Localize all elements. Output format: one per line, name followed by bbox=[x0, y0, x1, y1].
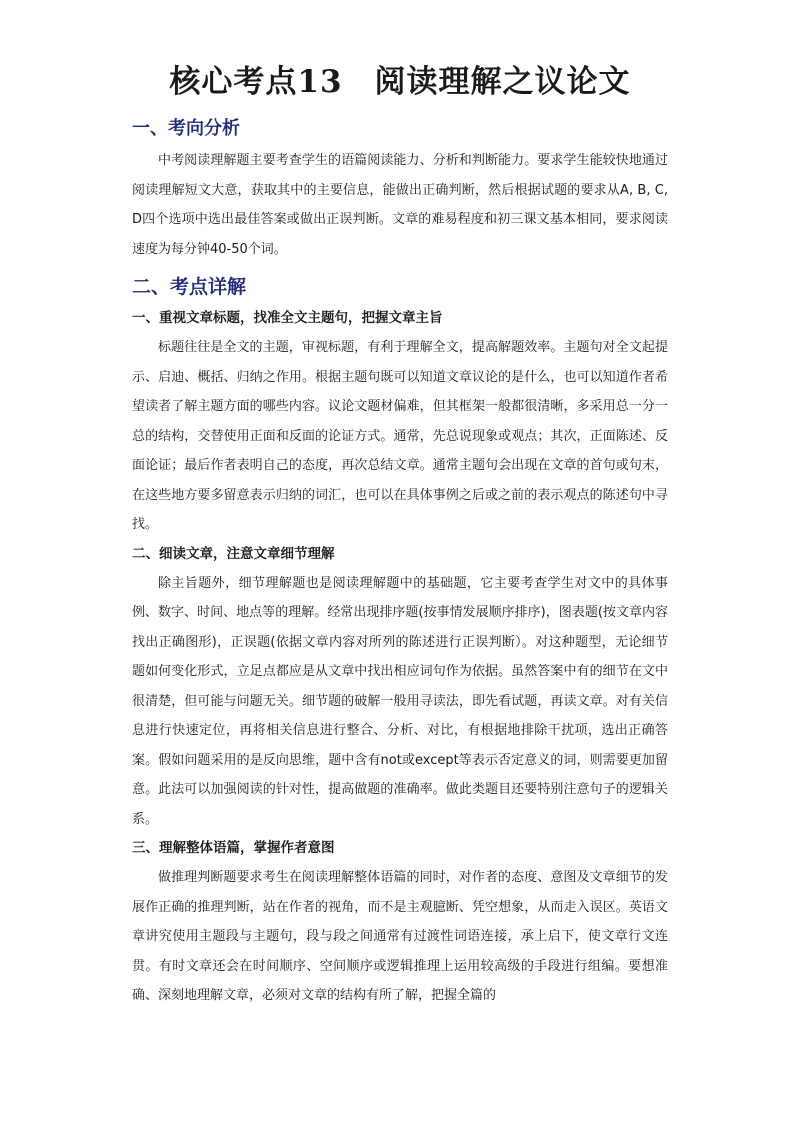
page-title: 核心考点13 阅读理解之议论文 bbox=[169, 64, 631, 100]
section-heading-analysis: 一、考向分析 bbox=[132, 118, 240, 139]
analysis-paragraph: 中考阅读理解题主要考查学生的语篇阅读能力、分析和判断能力。要求学生能较快地通过阅读理解短文大意，获取其中的主要信息，能做出正确判断，然后根据试题的要求从A, B, C, D四个选项中选出最佳答案或做出正误判断。文章的难易程度和初三课文基本相同，要求阅读速度为每分钟40-50个词。 bbox=[132, 153, 668, 257]
point-paragraph-2: 除主旨题外，细节理解题也是阅读理解题中的基础题，它主要考查学生对文中的具体事例、数字、时间、地点等的理解。经常出现排序题(按事情发展顺序排序)，图表题(按文章内容找出正确图形)，正误题(依据文章内容对所列的陈述进行正误判断）。对这种题型，无论细节题如何变化形式，立足点都应是从文章中找出相应词句作为依据。虽然答案中有的细节在文中很清楚，但可能与问题无关。细节题的破解一般用寻读法，即先看试题，再读文章。对有关信息进行快速定位，再将相关信息进行整合、分析、对比，有根据地排除干扰项，选出正确答案。假如问题采用的是反向思维，题中含有not或except等表示否定意义的词，则需要更加留意。此法可以加强阅读的针对性，提高做题的准确率。做此类题目还要特别注意句子的逻辑关系。 bbox=[132, 575, 668, 827]
section-heading-details: 二、考点详解 bbox=[132, 276, 247, 298]
point-paragraph-1: 标题往往是全文的主题，审视标题，有利于理解全文，提高解题效率。主题句对全文起提示、启迪、概括、归纳之作用。根据主题句既可以知道文章议论的是什么，也可以知道作者希望读者了解主题方面的哪些内容。议论文题材偏难，但其框架一般都很清晰，多采用总一分一总的结构，交替使用正面和反面的论证方式。通常，先总说现象或观点；其次，正面陈述、反面论证；最后作者表明自己的态度，再次总结文章。通常主题句会出现在文章的首句或句末，在这些地方要多留意表示归纳的词汇，也可以在具体事例之后或之前的表示观点的陈述句中寻找。 bbox=[132, 340, 668, 532]
point-heading-1: 一、重视文章标题，找准全文主题句，把握文章主旨 bbox=[132, 310, 443, 326]
point-heading-2: 二、细读文章，注意文章细节理解 bbox=[132, 545, 335, 562]
point-paragraph-3: 做推理判断题要求考生在阅读理解整体语篇的同时，对作者的态度、意图及文章细节的发展作正确的推理判断，站在作者的视角，而不是主观臆断、凭空想象，从而走入误区。英语文章讲究使用主题段与主题句，段与段之间通常有过渡性词语连接，承上启下，使文章行文连贯。有时文章还会在时间顺序、空间顺序或逻辑推理上运用较高级的手段进行组编。要想准确、深刻地理解文章，必须对文章的结构有所了解，把握全篇的 bbox=[132, 870, 668, 1003]
point-heading-3: 三、理解整体语篇，掌握作者意图 bbox=[132, 840, 335, 856]
